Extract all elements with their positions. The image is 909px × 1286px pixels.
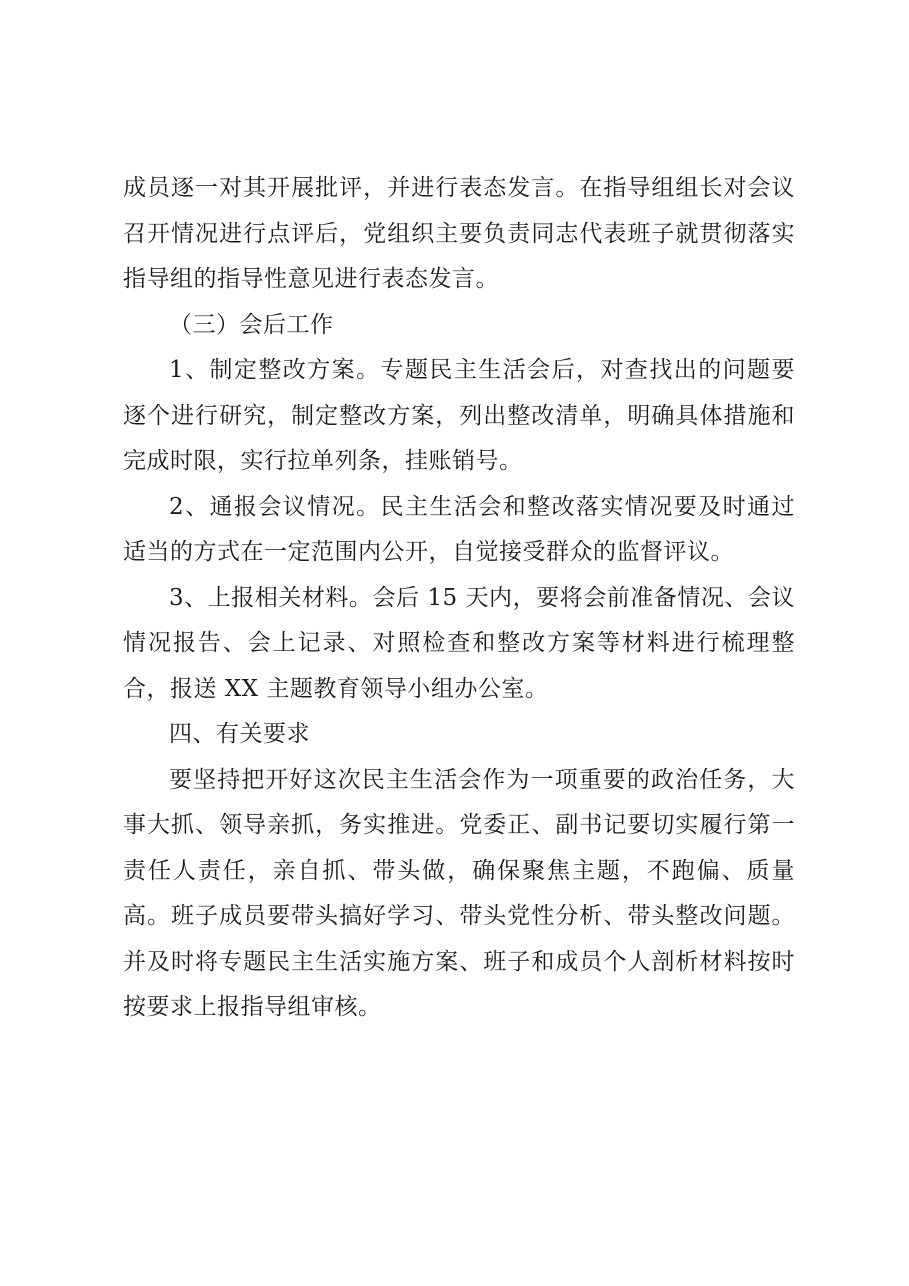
section-heading-post-meeting: （三）会后工作: [169, 311, 334, 338]
paragraph-requirements: 要坚持把开好这次民主生活会作为一项重要的政治任务，大事大抓、领导亲抓，务实推进。党委正、副书记要切实履行第一责任人责任，亲自抓、带头做，确保聚焦主题，不跑偏、质量高。班子成员要带头搞好学习、带头党性分析、带头整改问题。并及时将专题民主生活实施方案、班子和成员个人剖析材料按时按要求上报指导组审核。: [123, 766, 795, 1020]
paragraph-submit-materials: 3、上报相关材料。会后 15 天内，要将会前准备情况、会议情况报告、会上记录、对照检查和整改方案等材料进行梳理整合，报送 XX 主题教育领导小组办公室。: [123, 584, 795, 702]
paragraph-continuation: 成员逐一对其开展批评，并进行表态发言。在指导组组长对会议召开情况进行点评后，党组织主要负责同志代表班子就贯彻落实指导组的指导性意见进行表态发言。: [123, 175, 795, 292]
paragraph-meeting-report: 2、通报会议情况。民主生活会和整改落实情况要及时通过适当的方式在一定范围内公开，自觉接受群众的监督评议。: [123, 493, 795, 565]
document-body: [123, 166, 795, 1031]
section-heading-requirements: 四、有关要求: [169, 721, 310, 747]
paragraph-rectification-plan: 1、制定整改方案。专题民主生活会后，对查找出的问题要逐个进行研究，制定整改方案，列出整改清单，明确具体措施和完成时限，实行拉单列条，挂账销号。: [123, 357, 795, 474]
